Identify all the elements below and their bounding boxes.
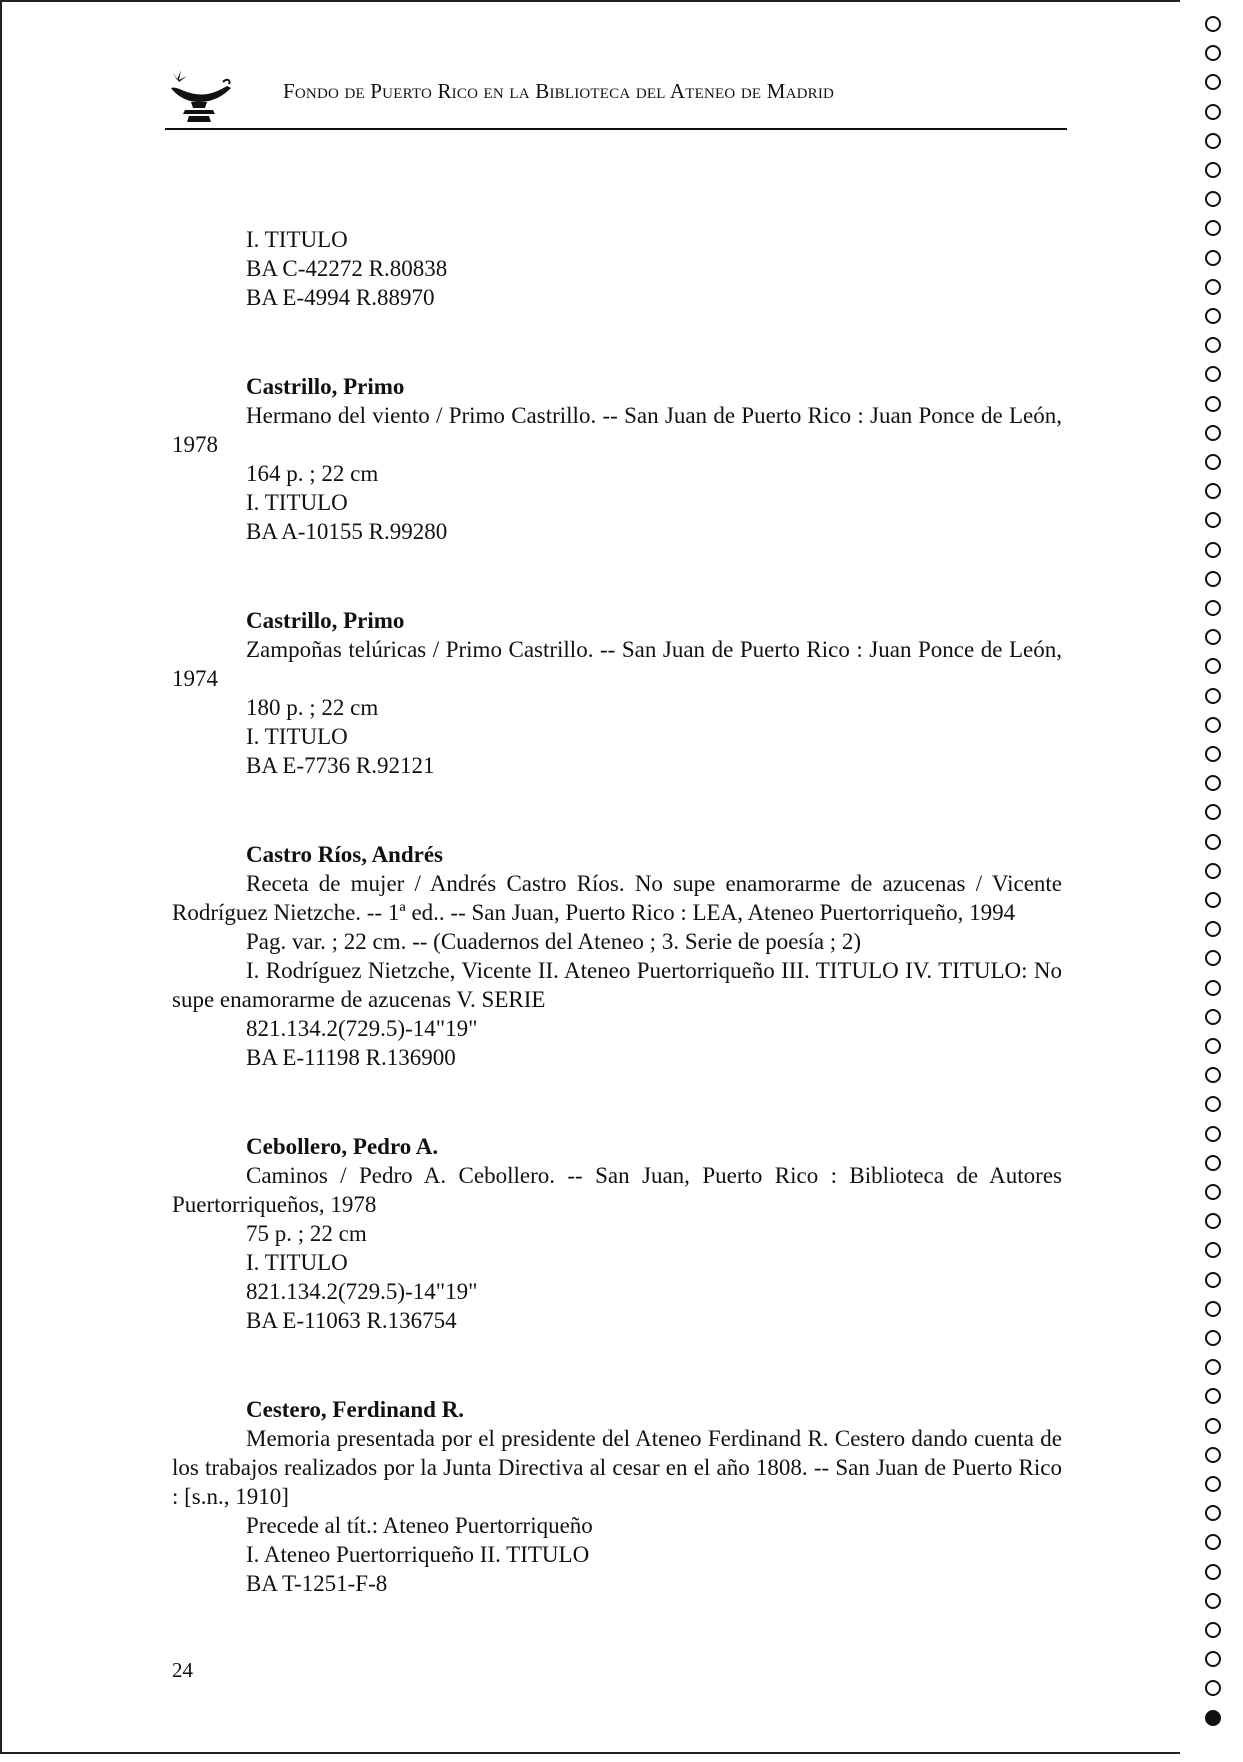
binder-hole-icon — [1205, 454, 1221, 470]
binder-hole-icon — [1205, 1447, 1221, 1463]
record-line: 180 p. ; 22 cm — [246, 695, 379, 720]
record-line: 164 p. ; 22 cm — [246, 461, 379, 486]
binder-hole-icon — [1205, 1651, 1221, 1667]
binder-hole-icon — [1205, 892, 1221, 908]
entry-description: Hermano del viento / Primo Castrillo. -- San Juan de Puerto Rico : Juan Ponce de León, 1978 — [172, 403, 1062, 457]
catalog-entry — [172, 606, 1062, 780]
binder-hole-icon — [1205, 717, 1221, 733]
binder-hole-icon — [1205, 74, 1221, 90]
binder-hole-icon — [1205, 688, 1221, 704]
binder-hole-icon — [1205, 1710, 1221, 1726]
catalog-entry — [172, 1395, 1062, 1598]
record-line: BA E-11198 R.136900 — [246, 1045, 456, 1070]
entry-author: Cestero, Ferdinand R. — [246, 1397, 465, 1422]
binder-hole-icon — [1205, 250, 1221, 266]
binder-hole-icon — [1205, 804, 1221, 820]
binder-hole-icon — [1205, 366, 1221, 382]
binder-hole-icon — [1205, 950, 1221, 966]
page-header — [165, 66, 1067, 126]
continuation-block — [172, 225, 1062, 312]
binder-hole-icon — [1205, 337, 1221, 353]
page-border-left — [0, 0, 2, 1752]
entry-description: Memoria presentada por el presidente del Ateneo Ferdinand R. Cestero dando cuenta de los trabajos realizados por la Junta Directiva al cesar en el año 1808. -- San Juan de Puerto Rico : [s.n., 1910] — [172, 1426, 1062, 1509]
binder-hole-icon — [1205, 1096, 1221, 1112]
entry-author: Cebollero, Pedro A. — [246, 1134, 439, 1159]
binder-hole-icon — [1205, 308, 1221, 324]
binder-hole-icon — [1205, 775, 1221, 791]
binder-hole-icon — [1205, 1330, 1221, 1346]
record-line: BA E-11063 R.136754 — [246, 1308, 457, 1333]
binder-hole-icon — [1205, 1213, 1221, 1229]
record-line: I. TITULO — [246, 724, 348, 749]
record-line: Precede al tít.: Ateneo Puertorriqueño — [246, 1513, 593, 1538]
binder-hole-icon — [1205, 16, 1221, 32]
binder-hole-icon — [1205, 1184, 1221, 1200]
binder-hole-icon — [1205, 396, 1221, 412]
entry-author: Castro Ríos, Andrés — [246, 842, 444, 867]
binder-hole-icon — [1205, 1680, 1221, 1696]
entry-author: Castrillo, Primo — [246, 374, 405, 399]
binder-hole-icon — [1205, 279, 1221, 295]
binder-hole-icon — [1205, 834, 1221, 850]
binder-hole-icon — [1205, 1564, 1221, 1580]
binder-hole-icon — [1205, 104, 1221, 120]
binder-hole-icon — [1205, 512, 1221, 528]
header-rule — [165, 128, 1067, 130]
binder-holes — [1205, 16, 1229, 1752]
binder-hole-icon — [1205, 1593, 1221, 1609]
binder-hole-icon — [1205, 1242, 1221, 1258]
record-line: I. TITULO — [246, 490, 348, 515]
catalog-entry — [172, 1132, 1062, 1335]
binder-hole-icon — [1205, 863, 1221, 879]
binder-hole-icon — [1205, 600, 1221, 616]
binder-hole-icon — [1205, 45, 1221, 61]
record-line: I. TITULO — [246, 227, 348, 252]
binder-hole-icon — [1205, 1126, 1221, 1142]
binder-hole-icon — [1205, 571, 1221, 587]
binder-hole-icon — [1205, 1534, 1221, 1550]
record-line: I. TITULO — [246, 1250, 348, 1275]
binder-hole-icon — [1205, 1505, 1221, 1521]
binder-hole-icon — [1205, 133, 1221, 149]
entry-description: Zampoñas telúricas / Primo Castrillo. -- San Juan de Puerto Rico : Juan Ponce de León, 1974 — [172, 637, 1062, 691]
page-number: 24 — [172, 1658, 193, 1682]
record-line: BA A-10155 R.99280 — [246, 519, 448, 544]
binder-hole-icon — [1205, 629, 1221, 645]
binder-hole-icon — [1205, 1359, 1221, 1375]
record-line: BA E-7736 R.92121 — [246, 753, 435, 778]
record-line: BA T-1251-F-8 — [246, 1571, 388, 1596]
binder-hole-icon — [1205, 658, 1221, 674]
binder-hole-icon — [1205, 921, 1221, 937]
record-line: Pag. var. ; 22 cm. -- (Cuadernos del Ateneo ; 3. Serie de poesía ; 2) — [246, 929, 862, 954]
binder-hole-icon — [1205, 1301, 1221, 1317]
lamp-logo-icon — [165, 66, 235, 124]
binder-hole-icon — [1205, 483, 1221, 499]
record-line: 821.134.2(729.5)-14"19" — [246, 1279, 478, 1304]
binder-hole-icon — [1205, 1622, 1221, 1638]
record-line: 75 p. ; 22 cm — [246, 1221, 367, 1246]
record-line: BA C-42272 R.80838 — [246, 256, 448, 281]
binder-hole-icon — [1205, 1418, 1221, 1434]
binder-hole-icon — [1205, 1038, 1221, 1054]
binder-hole-icon — [1205, 191, 1221, 207]
binder-hole-icon — [1205, 1476, 1221, 1492]
page-border-bottom — [0, 1752, 1180, 1754]
binder-hole-icon — [1205, 1155, 1221, 1171]
entry-author: Castrillo, Primo — [246, 608, 405, 633]
header-title: Fondo de Puerto Rico en la Biblioteca del Ateneo de Madrid — [283, 79, 835, 103]
record-line: 821.134.2(729.5)-14"19" — [246, 1016, 478, 1041]
entry-description: Receta de mujer / Andrés Castro Ríos. No supe enamorarme de azucenas / Vicente Rodríguez Nietzche. -- 1ª ed.. -- San Juan, Puerto Rico : LEA, Ateneo Puertorriqueño, 1994 — [172, 871, 1062, 925]
binder-hole-icon — [1205, 1067, 1221, 1083]
binder-hole-icon — [1205, 425, 1221, 441]
catalog-content — [172, 225, 1062, 1658]
entry-description: Caminos / Pedro A. Cebollero. -- San Juan, Puerto Rico : Biblioteca de Autores Puertorriqueños, 1978 — [172, 1163, 1062, 1217]
binder-hole-icon — [1205, 1009, 1221, 1025]
binder-hole-icon — [1205, 980, 1221, 996]
binder-hole-icon — [1205, 220, 1221, 236]
binder-hole-icon — [1205, 1388, 1221, 1404]
page-border-top — [0, 0, 1180, 2]
binder-hole-icon — [1205, 542, 1221, 558]
record-line: I. Ateneo Puertorriqueño II. TITULO — [246, 1542, 590, 1567]
binder-hole-icon — [1205, 162, 1221, 178]
catalog-entry — [172, 372, 1062, 546]
binder-hole-icon — [1205, 1272, 1221, 1288]
entry-note: I. Rodríguez Nietzche, Vicente II. Ateneo Puertorriqueño III. TITULO IV. TITULO: No supe enamorarme de azucenas V. SERIE — [172, 958, 1062, 1012]
record-line: BA E-4994 R.88970 — [246, 285, 435, 310]
binder-hole-icon — [1205, 746, 1221, 762]
catalog-entry — [172, 840, 1062, 1072]
